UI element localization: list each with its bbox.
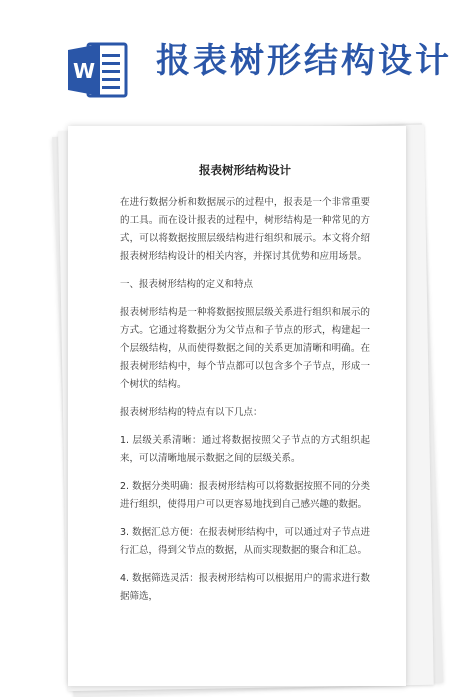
word-icon-letter: W <box>72 59 96 83</box>
paragraph-features-lead: 报表树形结构的特点有以下几点： <box>120 407 263 418</box>
section-heading: 一、报表树形结构的定义和特点 <box>120 279 254 290</box>
banner-title: 报表树形结构设计 <box>156 41 452 81</box>
list-item: 3. 数据汇总方便：在报表树形结构中，可以通过对子节点进行汇总，得到父节点的数据，从而实现数据的聚合和汇总。 <box>120 527 370 556</box>
list-item: 1. 层级关系清晰：通过将数据按照父子节点的方式组织起来，可以清晰地展示数据之间的层级关系。 <box>120 435 370 464</box>
word-doc-icon <box>66 40 130 100</box>
document-title: 报表树形结构设计 <box>199 163 291 177</box>
paragraph-intro: 在进行数据分析和数据展示的过程中，报表是一个非常重要的工具。而在设计报表的过程中，树形结构是一种常见的方式，可以将数据按照层级结构进行组织和展示。本文将介绍报表树形结构设计的相关内容，并探讨其优势和应用场景。 <box>120 197 370 262</box>
paragraph-definition: 报表树形结构是一种将数据按照层级关系进行组织和展示的方式。它通过将数据分为父节点和子节点的形式，构建起一个层级结构，从而使得数据之间的关系更加清晰和明确。在报表树形结构中，每个节点都可以包含多个子节点，形成一个树状的结构。 <box>120 307 370 390</box>
document-page <box>68 126 406 686</box>
banner <box>0 0 474 110</box>
list-item: 4. 数据筛选灵活：报表树形结构可以根据用户的需求进行数据筛选， <box>120 573 370 602</box>
list-item: 2. 数据分类明确：报表树形结构可以将数据按照不同的分类进行组织，使得用户可以更容易地找到自己感兴趣的数据。 <box>120 481 370 510</box>
